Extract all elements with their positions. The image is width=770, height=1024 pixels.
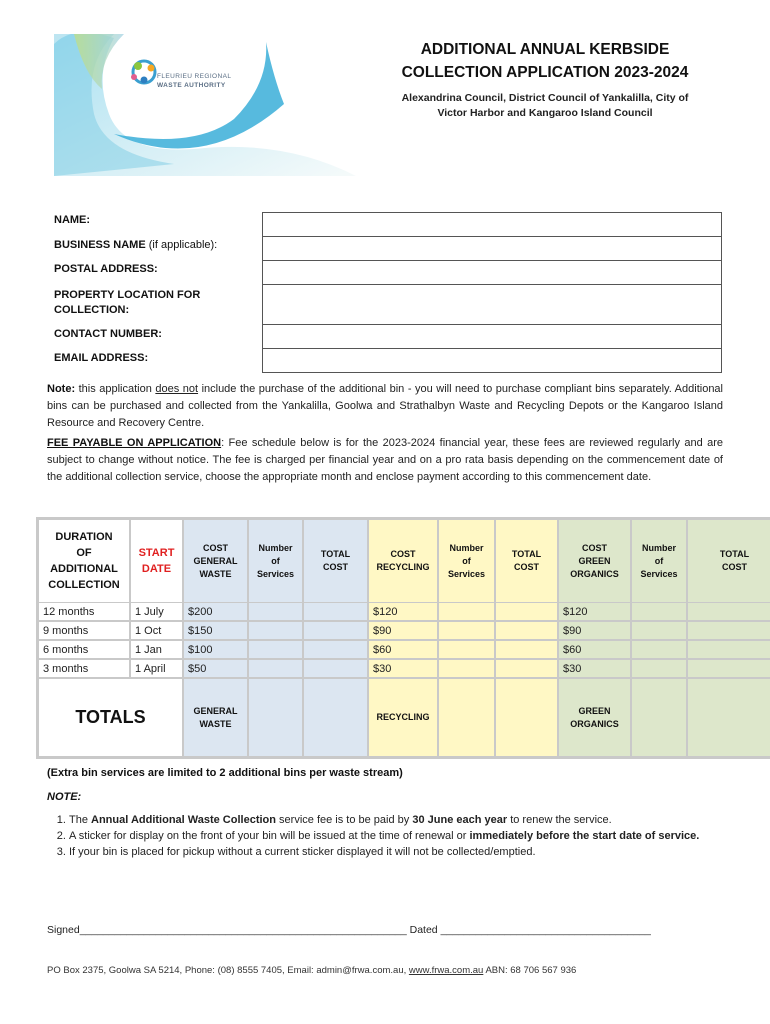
list-item: 1. The Annual Additional Waste Collection service fee is to be paid by 30 June each year to renew the service. (69, 812, 737, 828)
fee-label: FEE PAYABLE ON APPLICATION (47, 437, 222, 449)
row-number-general[interactable] (249, 603, 302, 620)
row-cost-green: $60 (559, 641, 630, 658)
list-item: 3. If your bin is placed for pickup without a current sticker displayed it will not be collected/emptied. (69, 844, 737, 860)
logo-swoosh (54, 34, 356, 176)
row-cost-general: $50 (184, 660, 247, 677)
totals-number-general[interactable] (249, 679, 302, 756)
row-duration: 9 months (39, 622, 129, 639)
row-duration: 3 months (39, 660, 129, 677)
totals-total-general[interactable] (304, 679, 367, 756)
extra-bin-note: (Extra bin services are limited to 2 additional bins per waste stream) (47, 767, 403, 779)
business-name-paren: (if applicable): (145, 239, 218, 251)
row-number-general[interactable] (249, 641, 302, 658)
email-address-field[interactable] (262, 348, 722, 373)
page-subtitle (360, 91, 730, 121)
row-cost-recycling: $90 (369, 622, 437, 639)
note-text-b: include the purchase of the additional bin - you will need to purchase compliant bins separately. Additional bins can be purchased and collected from the Yankalilla, Goolwa and Strathalbyn Waste and Recycling Depots or the Kangaroo Island Resource and Recovery Centre. (47, 383, 723, 429)
email-address-label: EMAIL ADDRESS: (54, 352, 149, 364)
row-start: 1 April (131, 660, 182, 677)
totals-green-label: GREEN ORGANICS (559, 679, 630, 756)
totals-total-recycling[interactable] (496, 679, 557, 756)
logo-line1: FLEURIEU REGIONAL (157, 73, 232, 80)
row-cost-recycling: $30 (369, 660, 437, 677)
header-total-general: TOTAL COST (304, 520, 367, 602)
header-number-recycling: Number of Services (439, 520, 494, 602)
row-start: 1 Jan (131, 641, 182, 658)
business-name-label-text: BUSINESS NAME (54, 239, 146, 251)
row-total-recycling[interactable] (496, 603, 557, 620)
row-total-green[interactable] (688, 603, 770, 620)
totals-total-green[interactable] (688, 679, 770, 756)
row-duration: 12 months (39, 603, 129, 620)
header-cost-recycling: COST RECYCLING (369, 520, 437, 602)
fee-paragraph (47, 435, 723, 486)
row-number-recycling[interactable] (439, 622, 494, 639)
row-number-general[interactable] (249, 622, 302, 639)
contact-number-field[interactable] (262, 324, 722, 349)
row-number-green[interactable] (632, 622, 686, 639)
business-name-label (54, 239, 217, 251)
logo-line2: WASTE AUTHORITY (157, 82, 226, 89)
property-line2: COLLECTION: (54, 304, 130, 316)
property-line1: PROPERTY LOCATION FOR (54, 289, 201, 301)
header-number-general: Number of Services (249, 520, 302, 602)
row-start: 1 July (131, 603, 182, 620)
header-cost-green: COST GREEN ORGANICS (559, 520, 630, 602)
totals-number-recycling[interactable] (439, 679, 494, 756)
header-total-green: TOTAL COST (688, 520, 770, 602)
name-label: NAME: (54, 214, 91, 226)
totals-label: TOTALS (39, 679, 182, 756)
header-start-date: START DATE (131, 520, 182, 602)
row-number-recycling[interactable] (439, 641, 494, 658)
row-total-recycling[interactable] (496, 641, 557, 658)
subtitle-line1: Alexandrina Council, District Council of Yankalilla, City of (401, 92, 689, 104)
property-location-label (54, 288, 200, 318)
row-number-green[interactable] (632, 660, 686, 677)
row-total-general[interactable] (304, 641, 367, 658)
property-location-field[interactable] (262, 284, 722, 325)
notes-list (47, 812, 737, 860)
row-cost-general: $200 (184, 603, 247, 620)
row-number-general[interactable] (249, 660, 302, 677)
page-title (360, 38, 730, 84)
subtitle-line2: Victor Harbor and Kangaroo Island Council (437, 107, 653, 119)
row-total-green[interactable] (688, 641, 770, 658)
row-total-green[interactable] (688, 622, 770, 639)
totals-number-green[interactable] (632, 679, 686, 756)
totals-general-label: GENERAL WASTE (184, 679, 247, 756)
notes-heading: NOTE: (47, 791, 82, 803)
header-number-green: Number of Services (632, 520, 686, 602)
row-cost-green: $30 (559, 660, 630, 677)
fee-table (36, 517, 770, 759)
row-start: 1 Oct (131, 622, 182, 639)
logo (54, 34, 356, 176)
header-total-recycling: TOTAL COST (496, 520, 557, 602)
row-number-recycling[interactable] (439, 660, 494, 677)
fee-text: : Fee schedule below is for the 2023-2024 financial year, these fees are reviewed regularly and are subject to change without notice. The fee is charged per financial year and on a pro rata basis depending on the commencement date of the additional collection service, choose the appropriate month and enclose payment according to this commencement date. (47, 437, 723, 483)
note-paragraph (47, 381, 723, 432)
row-cost-recycling: $120 (369, 603, 437, 620)
row-cost-general: $150 (184, 622, 247, 639)
row-total-recycling[interactable] (496, 660, 557, 677)
list-item: 2. A sticker for display on the front of your bin will be issued at the time of renewal or immediately before the start date of service. (69, 828, 737, 844)
footer-text-a: PO Box 2375, Goolwa SA 5214, Phone: (08) 8555 7405, Email: admin@frwa.com.au, (47, 965, 409, 976)
row-number-recycling[interactable] (439, 603, 494, 620)
note-text-a: this application (75, 383, 156, 395)
row-cost-general: $100 (184, 641, 247, 658)
footer-text-b: ABN: 68 706 567 936 (483, 965, 577, 976)
row-total-green[interactable] (688, 660, 770, 677)
row-total-general[interactable] (304, 660, 367, 677)
row-number-green[interactable] (632, 603, 686, 620)
row-total-recycling[interactable] (496, 622, 557, 639)
header-duration: DURATION OF ADDITIONAL COLLECTION (39, 520, 129, 602)
row-total-general[interactable] (304, 622, 367, 639)
footer-website-link[interactable]: www.frwa.com.au (408, 965, 484, 976)
row-cost-recycling: $60 (369, 641, 437, 658)
postal-address-field[interactable] (262, 260, 722, 285)
title-line1: ADDITIONAL ANNUAL KERBSIDE (420, 41, 670, 58)
row-cost-green: $90 (559, 622, 630, 639)
footer (47, 965, 576, 976)
note-label: Note: (47, 383, 76, 395)
contact-number-label: CONTACT NUMBER: (54, 328, 162, 340)
title-line2: COLLECTION APPLICATION 2023-2024 (401, 64, 689, 81)
row-cost-green: $120 (559, 603, 630, 620)
signature-line[interactable]: Signed________________________________________________________ Dated ____________________________________ (47, 924, 651, 936)
business-name-field[interactable] (262, 236, 722, 261)
row-number-green[interactable] (632, 641, 686, 658)
row-total-general[interactable] (304, 603, 367, 620)
totals-recycling-label: RECYCLING (369, 679, 437, 756)
row-duration: 6 months (39, 641, 129, 658)
name-field[interactable] (262, 212, 722, 237)
header-cost-general: COST GENERAL WASTE (184, 520, 247, 602)
note-underlined: does not (155, 383, 199, 395)
postal-address-label: POSTAL ADDRESS: (54, 263, 158, 275)
